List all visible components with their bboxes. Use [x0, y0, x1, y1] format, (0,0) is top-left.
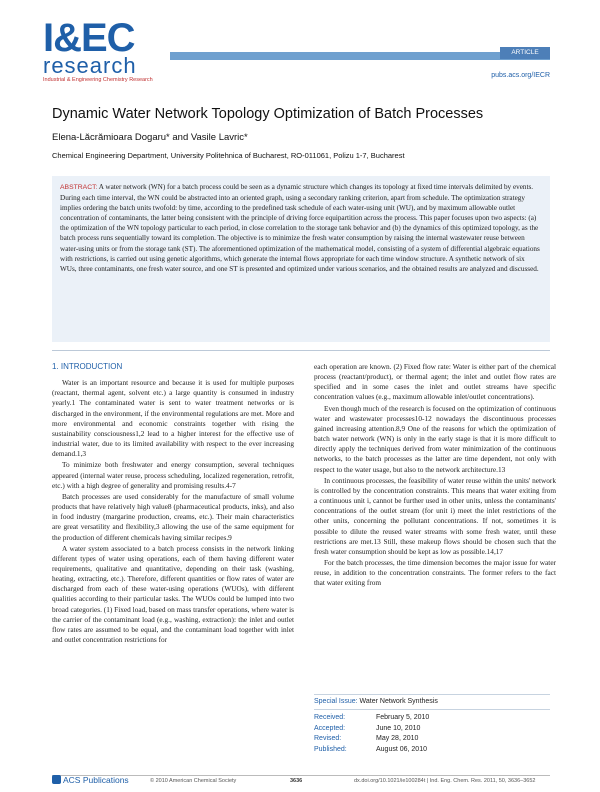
date-value: June 10, 2010: [376, 724, 421, 732]
left-column: [52, 362, 294, 646]
journal-url[interactable]: pubs.acs.org/IECR: [491, 72, 550, 79]
paper-title: Dynamic Water Network Topology Optimization of Batch Processes: [52, 106, 484, 122]
page-number: 3636: [290, 778, 303, 784]
date-row: [314, 734, 550, 745]
acs-hexagon-icon: [52, 775, 61, 784]
intro-heading: 1. INTRODUCTION: [52, 362, 123, 371]
info-divider: [314, 694, 550, 695]
intro-paragraph: In continuous processes, the feasibility of water reuse within the units' network is controlled by the concentration constraints. This means that water exiting from a continuous unit i, cannot be further used in other units, unless the contaminants' concentrations of the outlet stream (for unit i) meet the inlet restrictions of the other units, concerning the pollutant concentrations. If not, sometimes it is possible to dilute the reused water streams with some fresh water, until these restrictions are met.13 Still, these makeup flows should be chosen such that the fresh water consumption should be kept as low as possible.14,17: [314, 475, 556, 556]
publisher-name: ACS Publications: [63, 775, 129, 785]
info-divider: [314, 709, 550, 710]
special-issue: [314, 698, 550, 705]
logo-main: I&EC: [43, 16, 135, 60]
special-issue-label: Special Issue:: [314, 698, 358, 705]
paper-authors: Elena-Lăcrămioara Dogaru* and Vasile Lavric*: [52, 132, 248, 143]
date-row: [314, 745, 550, 756]
section-divider: [52, 350, 550, 351]
date-value: August 06, 2010: [376, 745, 427, 753]
header-bar: [170, 52, 550, 60]
footer-copyright: © 2010 American Chemical Society: [150, 778, 237, 784]
date-value: May 28, 2010: [376, 735, 419, 742]
journal-logo: [43, 16, 163, 83]
date-label: Received:: [314, 714, 346, 721]
footer-citation[interactable]: dx.doi.org/10.1021/ie100284t | Ind. Eng. Chem. Res. 2011, 50, 3636–3652: [354, 778, 536, 784]
article-info: [314, 694, 550, 755]
acs-publications-logo: [52, 775, 129, 785]
abstract-box: [52, 176, 550, 342]
date-row: [314, 713, 550, 724]
article-badge: ARTICLE: [500, 47, 550, 59]
intro-paragraph: A water system associated to a batch process consists in the network linking different types of water using operations, each of them having different water requirements, qualitative and quantitative, depending on their task (washing, heating, extracting, etc.). Therefore, different quantities or flow rates of water are discharged from each of these water-using operations (WUOs), with different qualities according to their particular tasks. The WUOs could be lumped into two broad categories. (1) Fixed load, based on mass transfer operations, where water is the carrier of the contaminant load (e.g., washing, extraction): the inlet and outlet flow rates are assumed to be equal, and the contaminant load together with inlet and outlet concentration restrictions for: [52, 543, 294, 645]
date-label: Published:: [314, 745, 347, 753]
paper-affiliation: Chemical Engineering Department, University Politehnica of Bucharest, RO-011061, Polizu 1-7, Bucharest: [52, 151, 405, 160]
date-row: [314, 724, 550, 735]
intro-paragraph: For the batch processes, the time dimension becomes the major issue for water reuse, in addition to the concentration constraints. The former refers to the fact that water exiting from: [314, 557, 556, 588]
date-value: February 5, 2010: [376, 714, 430, 721]
abstract-text: A water network (WN) for a batch process could be seen as a dynamic structure which changes its topology at fixed time intervals delimited by events. During each time interval, the WN could be abstracted into an oriented graph, using a secondary ranking criterion, apart from schedule. The optimization strategy implies ordering the batch units twofold: by time, according to the predefined task schedule of each water-using unit (WU), and by maximum allowable outlet concentration of contaminants, the latter being consistent with the principle of driving force equipartition across the process. This paper focuses upon two aspects: (a) the optimization of the WN topology particular to each period, in close correlation to the storage tank behavior and (b) the dynamics of this optimized topology, as the batch process runs sequentially toward its completion. The objective is to minimize the fresh water consumption by raising the internal wastewater reuse between water-using units or from the storage tank (ST). The aforementioned optimization of the mathematical model, consisting of a system of differential algebraic equations with restrictions, is carried out using genetic algorithms, which generate the internal flows appropriate for each time window structure. A synthetic network of six WUs, three contaminants, one fresh water source, and one ST is presented and optimized under various scenarios, and the obtained results are analyzed and discussed.: [60, 183, 540, 273]
intro-paragraph: Water is an important resource and because it is used for multiple purposes (reactant, thermal agent, solvent etc.) a large quantity is consumed in industry yearly.1 The contaminated water is sent to water treatment networks or is discharged in the environment, if the environmental regulations are met. More and more environmental and economic constraints together with rising the sustainability consciousness1,2 lead to a higher interest for the effective use of industrial water, due to its limited availability with respect to the ever increasing demand.1,3: [52, 378, 294, 459]
intro-paragraph: Even though much of the research is focused on the optimization of continuous water and wastewater processes10-12 nowadays the discontinuous processes gained increasing attention.8,9 One of the reasons for which the optimization of batch water network (WN) is only in the early stage is that it is more difficult to directly apply the techniques derived from water minimization of the continuous networks, to the batch processes as the latter are time dependent, not only with respect to the water usage, but also to the network architecture.13: [314, 403, 556, 474]
intro-paragraph: each operation are known. (2) Fixed flow rate: Water is either part of the chemical process (reactant/product), or thermal agent; the inlet and outlet flow rates are specified and in some cases the inlet and outlet streams have specific concentration values (e.g., maximum allowable inlet/outlet concentrations).: [314, 362, 556, 402]
logo-tag: Industrial & Engineering Chemistry Research: [43, 77, 153, 83]
special-issue-value[interactable]: Water Network Synthesis: [359, 698, 438, 705]
date-list: [314, 713, 550, 755]
logo-sub: research: [43, 53, 137, 78]
date-label: Revised:: [314, 735, 342, 742]
date-label: Accepted:: [314, 724, 346, 732]
right-column: [314, 362, 556, 589]
abstract-label: ABSTRACT:: [60, 184, 98, 191]
intro-paragraph: Batch processes are used considerably for the manufacture of small volume products that have relatively high value8 (pharmaceutical products, inks), and also in food industry (margarine production, creams, etc.). Their main characteristics are great versatility and flexibility,3 allowing the use of the same equipment for the production of different chemicals having similar recipes.9: [52, 491, 294, 542]
intro-paragraph: To minimize both freshwater and energy consumption, several techniques appeared (internal water reuse, process scheduling, localized regeneration, retrofit, etc.) with a high degree of generality and promising results.4-7: [52, 460, 294, 490]
